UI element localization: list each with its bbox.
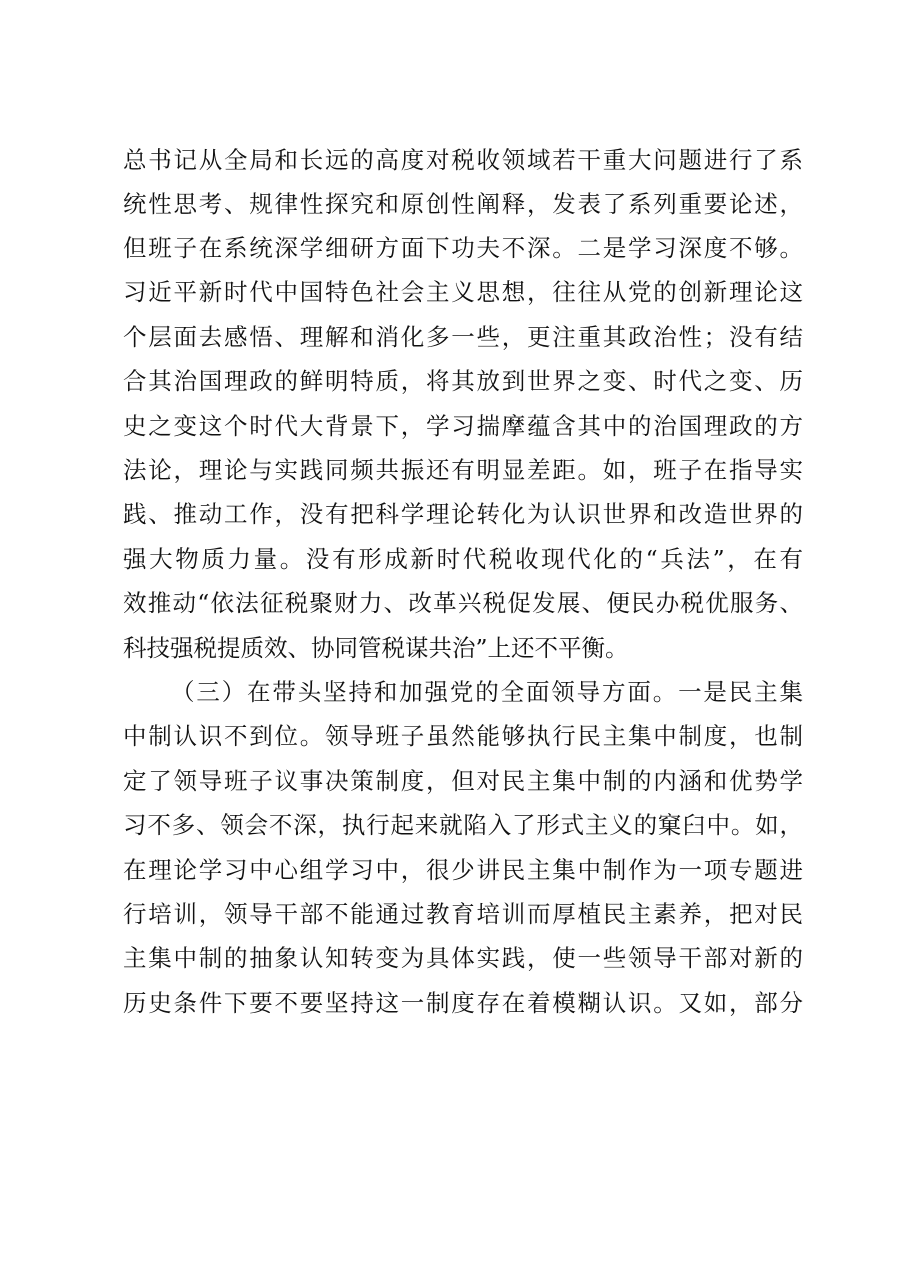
body-text-line: 法论，理论与实践同频共振还有明显差距。如，班子在指导实 bbox=[123, 456, 803, 484]
body-text-line: 践、推动工作，没有把科学理论转化为认识世界和改造世界的 bbox=[123, 500, 803, 528]
body-text-line: 总书记从全局和长远的高度对税收领域若干重大问题进行了系 bbox=[123, 146, 803, 174]
body-text-line: 科技强税提质效、协同管税谋共治”上还不平衡。 bbox=[123, 634, 629, 662]
body-text-line: 但班子在系统深学细研方面下功夫不深。二是学习深度不够。 bbox=[123, 234, 803, 262]
body-text-line: 强大物质力量。没有形成新时代税收现代化的“兵法”，在有 bbox=[123, 545, 803, 573]
body-text-line: 定了领导班子议事决策制度，但对民主集中制的内涵和优势学 bbox=[123, 767, 803, 795]
body-text-line: 习不多、领会不深，执行起来就陷入了形式主义的窠臼中。如， bbox=[123, 811, 803, 839]
body-text-line: 史之变这个时代大背景下，学习揣摩蕴含其中的治国理政的方 bbox=[123, 412, 803, 440]
body-text-line: 习近平新时代中国特色社会主义思想，往往从党的创新理论这 bbox=[123, 278, 803, 306]
body-text-line: 个层面去感悟、理解和消化多一些，更注重其政治性；没有结 bbox=[123, 323, 803, 351]
body-text-line: 历史条件下要不要坚持这一制度存在着模糊认识。又如，部分 bbox=[123, 989, 803, 1017]
body-text-line: 行培训，领导干部不能通过教育培训而厚植民主素养，把对民 bbox=[123, 900, 803, 928]
body-text-line: 主集中制的抽象认知转变为具体实践，使一些领导干部对新的 bbox=[123, 944, 803, 972]
body-text-line: 中制认识不到位。领导班子虽然能够执行民主集中制度，也制 bbox=[123, 722, 803, 750]
body-text-line: 效推动“依法征税聚财力、改革兴税促发展、便民办税优服务、 bbox=[123, 589, 803, 617]
body-text-line: 合其治国理政的鲜明特质，将其放到世界之变、时代之变、历 bbox=[123, 367, 803, 395]
section-heading-line: （三）在带头坚持和加强党的全面领导方面。一是民主集 bbox=[171, 678, 803, 706]
body-text-line: 统性思考、规律性探究和原创性阐释，发表了系列重要论述， bbox=[123, 190, 803, 218]
body-text-line: 在理论学习中心组学习中，很少讲民主集中制作为一项专题进 bbox=[123, 856, 803, 884]
